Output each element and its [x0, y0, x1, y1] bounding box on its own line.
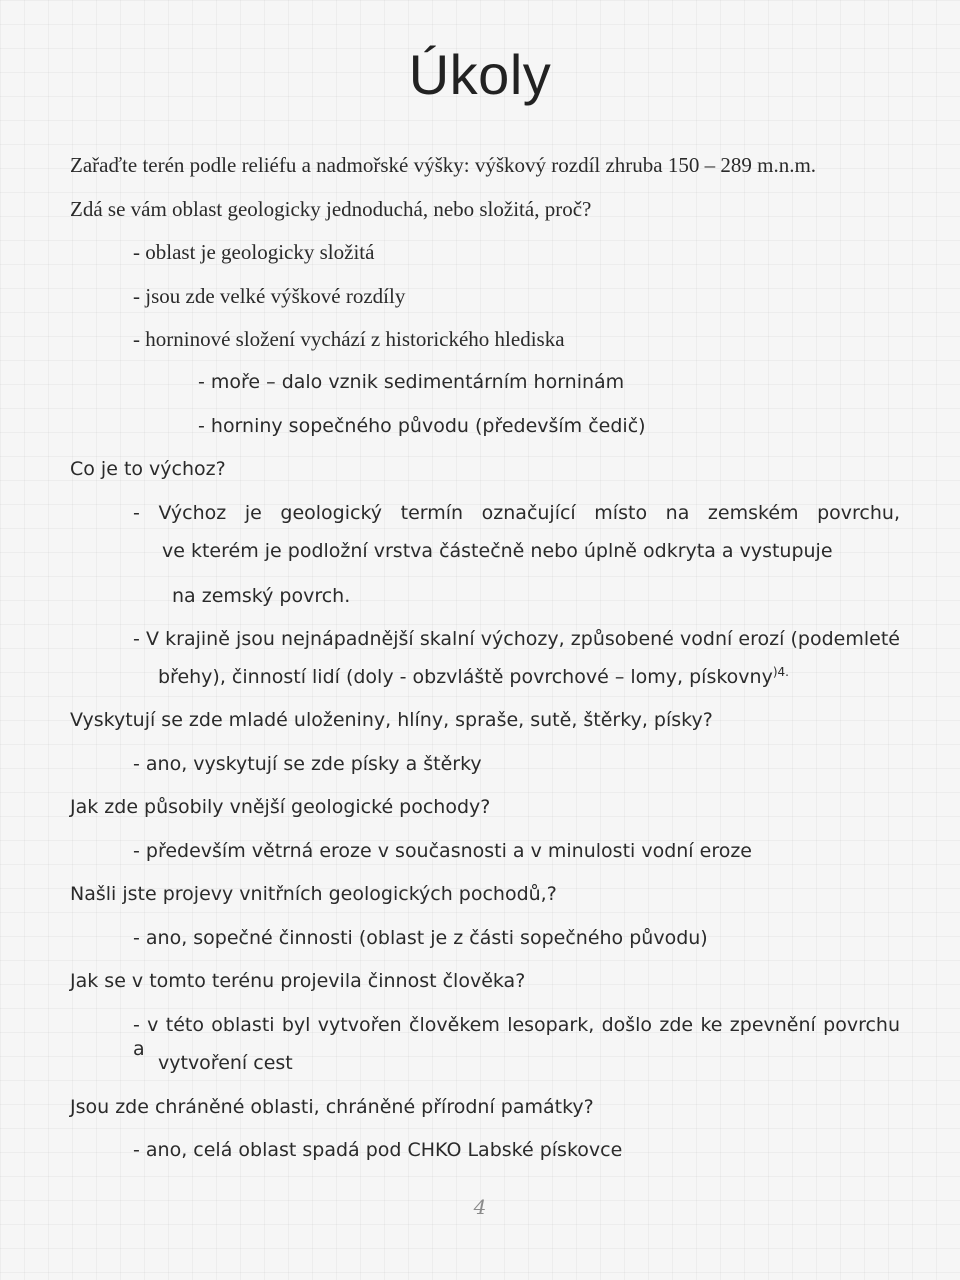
answer-line: - ano, vyskytují se zde písky a štěrky	[133, 753, 482, 775]
footnote-reference: )4.	[772, 665, 789, 679]
answer-subline: - horniny sopečného původu (především čedič)	[198, 415, 646, 437]
answer-continuation: na zemský povrch.	[172, 585, 351, 607]
answer-continuation: ve kterém je podložní vrstva částečně nebo úplně odkryta a vystupuje	[162, 540, 833, 562]
answer-line: - v této oblasti byl vytvořen člověkem lesopark, došlo zde ke zpevnění povrchu a	[133, 1014, 900, 1060]
answer-line: - především větrná eroze v současnosti a v minulosti vodní eroze	[133, 840, 752, 862]
answer-text: břehy), činností lidí (doly - obzvláště povrchové – lomy, pískovny	[158, 666, 773, 688]
question-deposits: Vyskytují se zde mladé uloženiny, hlíny, spraše, sutě, štěrky, písky?	[70, 709, 713, 731]
question-external-processes: Jak zde působily vnější geologické pochody?	[70, 796, 491, 818]
answer-line: - Výchoz je geologický termín označující místo na zemském povrchu,	[133, 502, 900, 524]
question-outcrop: Co je to výchoz?	[70, 458, 226, 480]
answer-continuation	[158, 665, 789, 689]
page-number: 4	[473, 1195, 487, 1219]
answer-line: - jsou zde velké výškové rozdíly	[133, 284, 406, 308]
question-human-activity: Jak se v tomto terénu projevila činnost člověka?	[70, 970, 526, 992]
answer-continuation: vytvoření cest	[158, 1052, 293, 1074]
answer-line: - horninové složení vychází z historického hlediska	[133, 327, 565, 351]
question-protected-areas: Jsou zde chráněné oblasti, chráněné přírodní památky?	[70, 1096, 594, 1118]
slide-title: Úkoly	[408, 43, 552, 106]
answer-line: - ano, celá oblast spadá pod CHKO Labské pískovce	[133, 1139, 623, 1161]
question-geology: Zdá se vám oblast geologicky jednoduchá, nebo složitá, proč?	[70, 197, 592, 221]
answer-subline: - moře – dalo vznik sedimentárním horninám	[198, 371, 625, 393]
answer-line: - V krajině jsou nejnápadnější skalní výchozy, způsobené vodní erozí (podemleté	[133, 628, 900, 650]
answer-line: - ano, sopečné činnosti (oblast je z části sopečného původu)	[133, 927, 708, 949]
answer-line: - oblast je geologicky složitá	[133, 240, 375, 264]
question-internal-processes: Našli jste projevy vnitřních geologických pochodů,?	[70, 883, 557, 905]
question-terrain: Zařaďte terén podle reliéfu a nadmořské výšky: výškový rozdíl zhruba 150 – 289 m.n.m.	[70, 153, 817, 177]
